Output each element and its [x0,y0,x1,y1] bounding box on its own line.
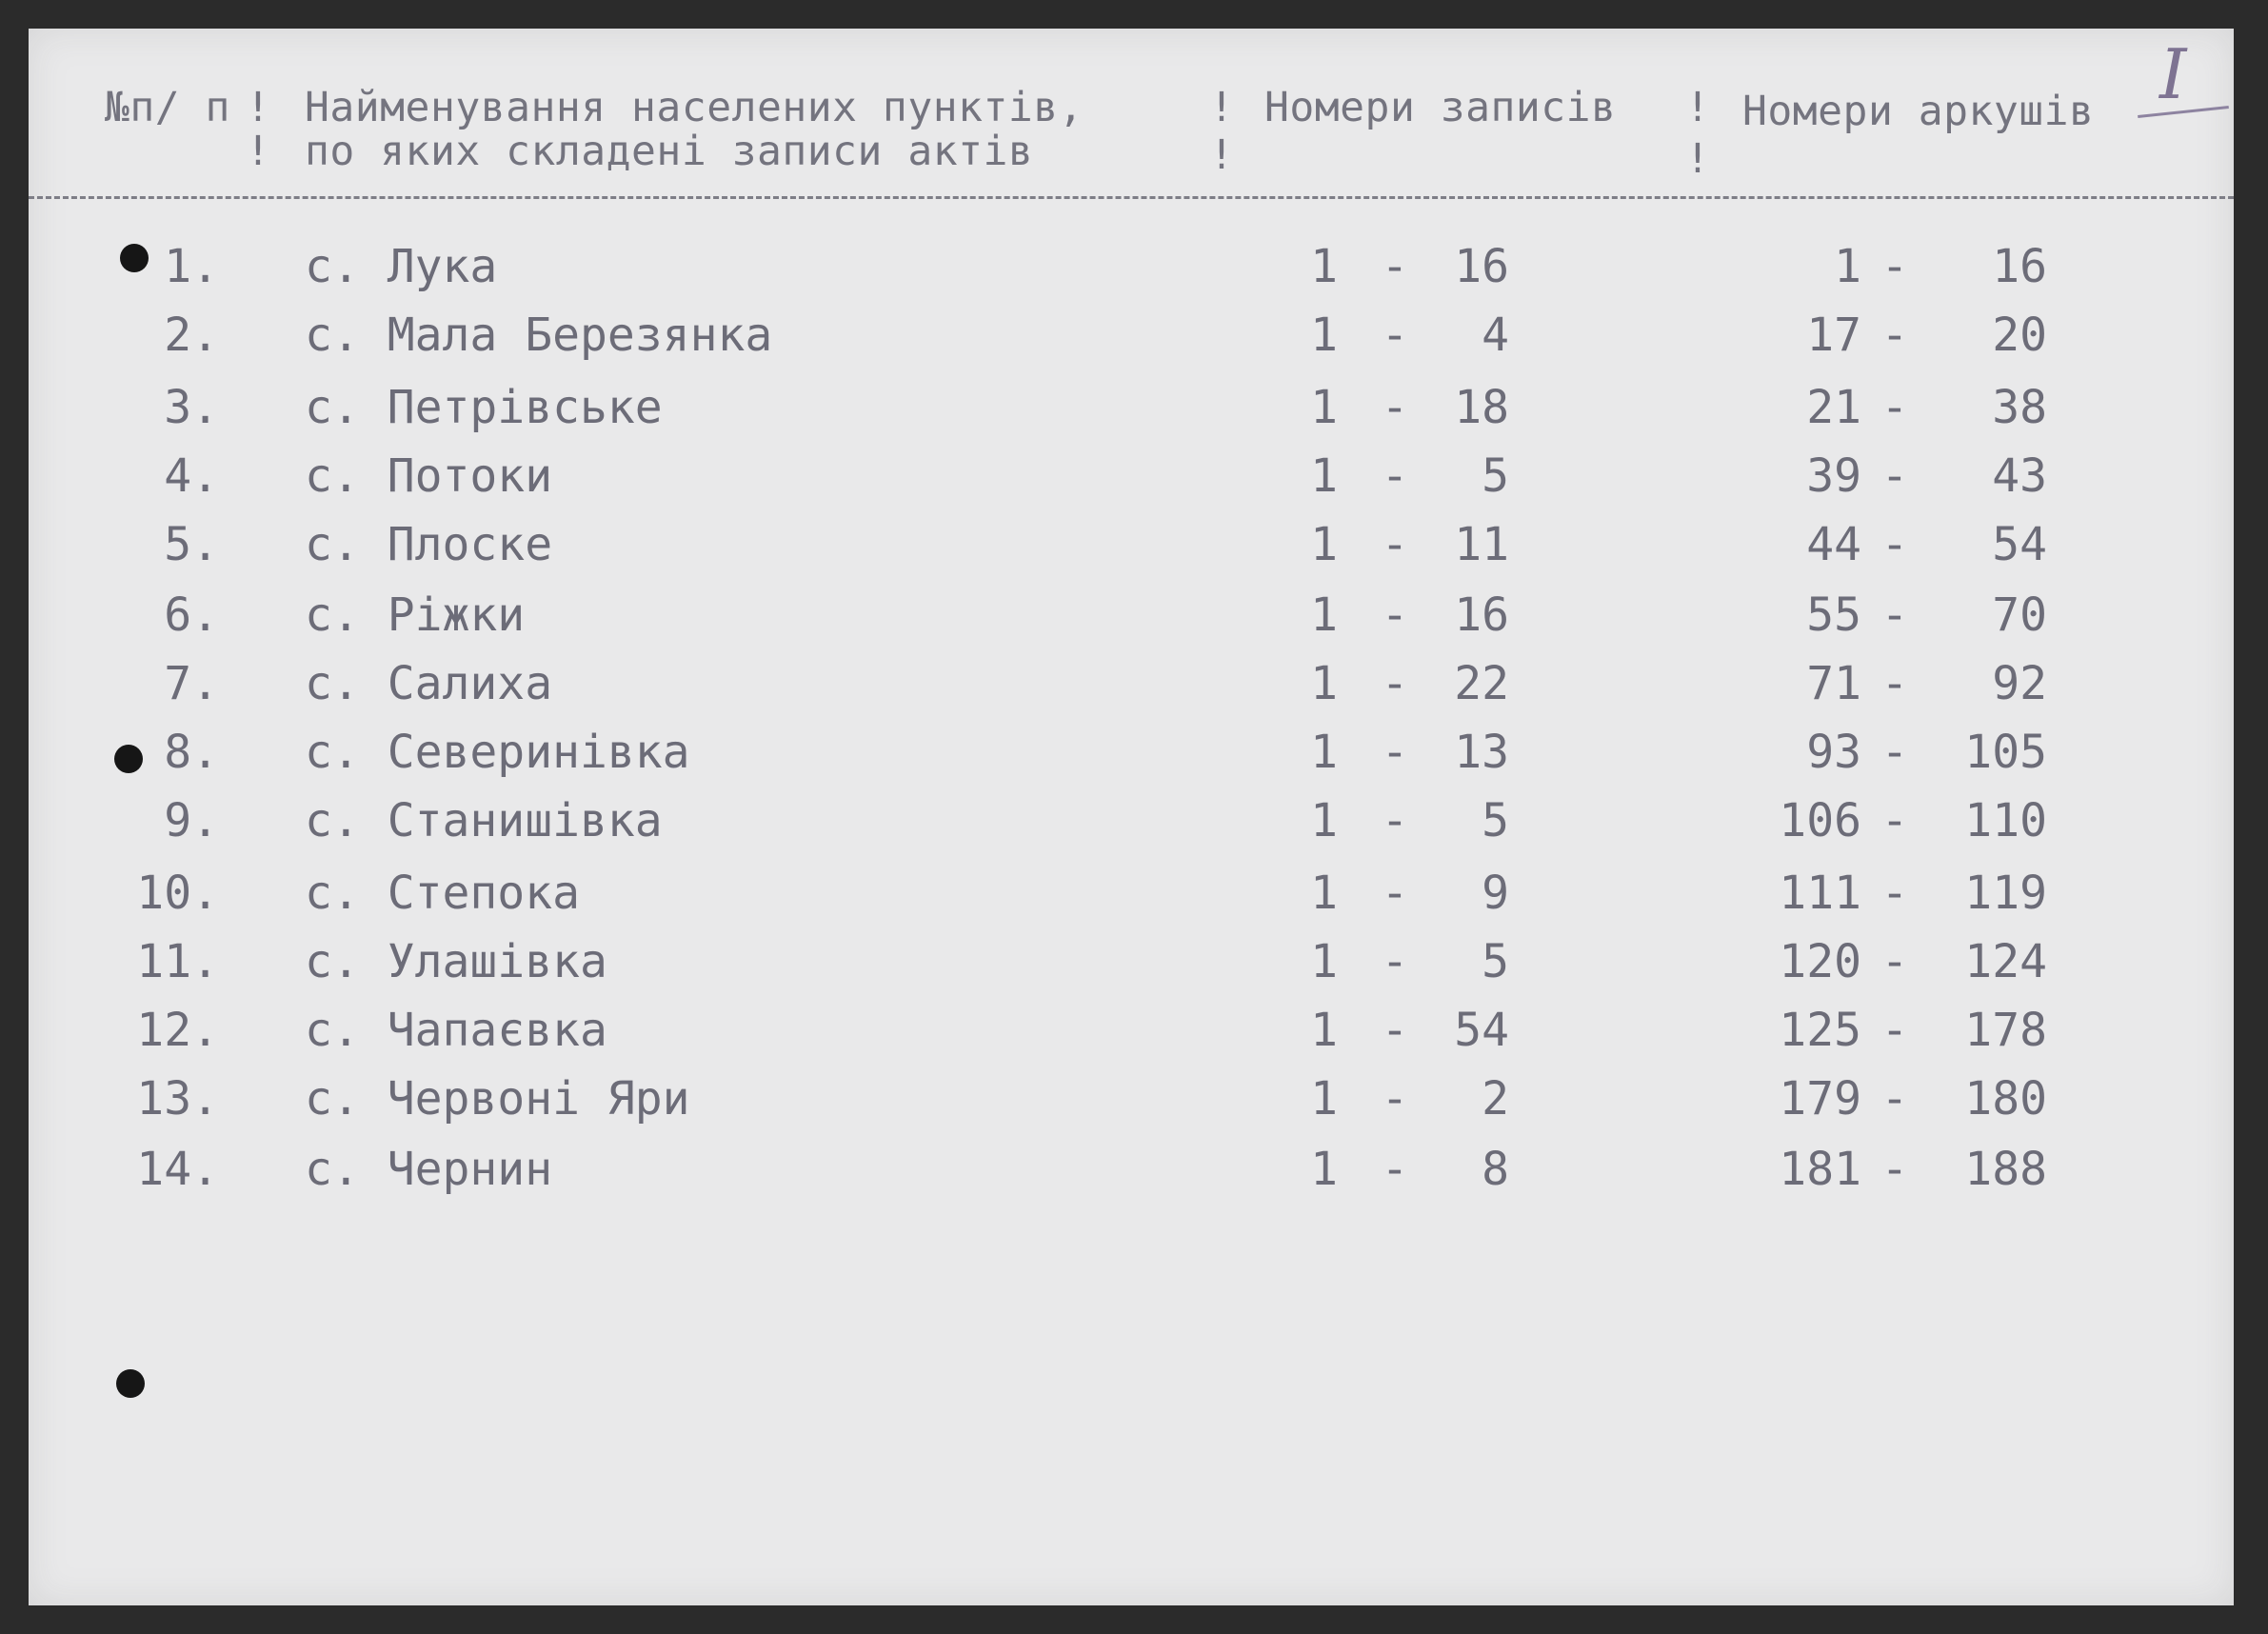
record-from: 1 [1310,726,1338,779]
sheet-from: 71 [1806,657,1861,710]
sheet-dash: - [1880,1004,1909,1057]
record-to: 18 [1454,381,1509,434]
record-to: 54 [1454,1004,1509,1057]
row-number: 5. [164,518,219,571]
row-number: 2. [164,309,219,362]
sheet-to: 124 [1964,935,2047,988]
sheet-to: 188 [1964,1143,2047,1196]
row-number: 10. [136,867,219,920]
record-from: 1 [1310,1004,1338,1057]
sheet-dash: - [1880,449,1909,503]
sheet-to: 105 [1964,726,2047,779]
sheet-dash: - [1880,657,1909,710]
sheet-from: 44 [1806,518,1861,571]
sheet-number: I [2159,34,2187,114]
settlement-name: с. Чапаєвка [305,1004,607,1057]
sheet-dash: - [1880,1143,1909,1196]
record-to: 22 [1454,657,1509,710]
settlement-name: с. Лука [305,240,498,293]
sheet-dash: - [1880,588,1909,642]
row-number: 7. [164,657,219,710]
sheet-from: 17 [1806,309,1861,362]
row-number: 14. [136,1143,219,1196]
row-number: 11. [136,935,219,988]
record-from: 1 [1310,449,1338,503]
sheet-to: 178 [1964,1004,2047,1057]
record-to: 9 [1482,867,1509,920]
punch-hole [116,1369,145,1398]
record-dash: - [1381,449,1409,503]
sheet-to: 110 [1964,794,2047,847]
record-from: 1 [1310,240,1338,293]
header-separator: ! [1685,135,1710,183]
header-separator: ! [246,128,270,175]
sheet-dash: - [1880,935,1909,988]
sheet-from: 93 [1806,726,1861,779]
record-to: 5 [1482,935,1509,988]
record-to: 16 [1454,588,1509,642]
record-dash: - [1381,1143,1409,1196]
sheet-dash: - [1880,794,1909,847]
record-to: 5 [1482,794,1509,847]
settlement-name: с. Степока [305,867,580,920]
sheet-to: 43 [1992,449,2047,503]
record-dash: - [1381,240,1409,293]
header-separator: ! [1209,84,1234,131]
record-dash: - [1381,588,1409,642]
record-from: 1 [1310,1072,1338,1126]
row-number: 8. [164,726,219,779]
header-records: Номери записів [1264,84,1617,131]
record-from: 1 [1310,1143,1338,1196]
header-dashed-rule [29,196,2234,199]
record-from: 1 [1310,867,1338,920]
record-dash: - [1381,518,1409,571]
sheet-dash: - [1880,381,1909,434]
sheet-to: 16 [1992,240,2047,293]
sheet-to: 38 [1992,381,2047,434]
record-dash: - [1381,1072,1409,1126]
record-to: 13 [1454,726,1509,779]
record-dash: - [1381,381,1409,434]
record-to: 8 [1482,1143,1509,1196]
row-number: 3. [164,381,219,434]
header-separator: ! [1209,131,1234,179]
settlement-name: с. Салиха [305,657,553,710]
sheet-to: 70 [1992,588,2047,642]
settlement-name: с. Чернин [305,1143,553,1196]
settlement-name: с. Мала Березянка [305,309,773,362]
settlement-name: с. Потоки [305,449,553,503]
row-number: 6. [164,588,219,642]
record-dash: - [1381,309,1409,362]
sheet-from: 181 [1779,1143,1861,1196]
record-from: 1 [1310,588,1338,642]
sheet-dash: - [1880,518,1909,571]
sheet-dash: - [1880,867,1909,920]
record-dash: - [1381,867,1409,920]
record-from: 1 [1310,657,1338,710]
sheet-from: 125 [1779,1004,1861,1057]
document-page [29,29,2234,1605]
sheet-from: 21 [1806,381,1861,434]
sheet-from: 120 [1779,935,1861,988]
record-from: 1 [1310,309,1338,362]
sheet-to: 180 [1964,1072,2047,1126]
sheet-from: 39 [1806,449,1861,503]
record-to: 11 [1454,518,1509,571]
sheet-from: 106 [1779,794,1861,847]
sheet-from: 179 [1779,1072,1861,1126]
sheet-dash: - [1880,309,1909,362]
record-dash: - [1381,1004,1409,1057]
sheet-to: 92 [1992,657,2047,710]
sheet-from: 55 [1806,588,1861,642]
record-to: 4 [1482,309,1509,362]
sheet-dash: - [1880,726,1909,779]
row-number: 9. [164,794,219,847]
header-name-line1: Найменування населених пунктів, [305,84,1084,131]
row-number: 1. [164,240,219,293]
row-number: 4. [164,449,219,503]
record-to: 16 [1454,240,1509,293]
record-to: 5 [1482,449,1509,503]
header-sheets: Номери аркушів [1742,88,2095,135]
row-number: 12. [136,1004,219,1057]
header-name-line2: по яких складені записи актів [305,128,1034,175]
record-from: 1 [1310,794,1338,847]
settlement-name: с. Плоске [305,518,553,571]
sheet-dash: - [1880,240,1909,293]
record-dash: - [1381,726,1409,779]
settlement-name: с. Ріжки [305,588,526,642]
record-from: 1 [1310,935,1338,988]
record-dash: - [1381,935,1409,988]
record-dash: - [1381,657,1409,710]
sheet-to: 54 [1992,518,2047,571]
record-dash: - [1381,794,1409,847]
record-to: 2 [1482,1072,1509,1126]
settlement-name: с. Северинівка [305,726,690,779]
sheet-dash: - [1880,1072,1909,1126]
sheet-to: 20 [1992,309,2047,362]
sheet-from: 1 [1834,240,1861,293]
header-number: №п/ п [105,84,230,131]
record-from: 1 [1310,381,1338,434]
settlement-name: с. Улашівка [305,935,607,988]
sheet-to: 119 [1964,867,2047,920]
settlement-name: с. Станишівка [305,794,663,847]
settlement-name: с. Червоні Яри [305,1072,690,1126]
header-separator: ! [1685,84,1710,131]
sheet-from: 111 [1779,867,1861,920]
header-separator: ! [246,84,270,131]
settlement-name: с. Петрівське [305,381,663,434]
record-from: 1 [1310,518,1338,571]
row-number: 13. [136,1072,219,1126]
